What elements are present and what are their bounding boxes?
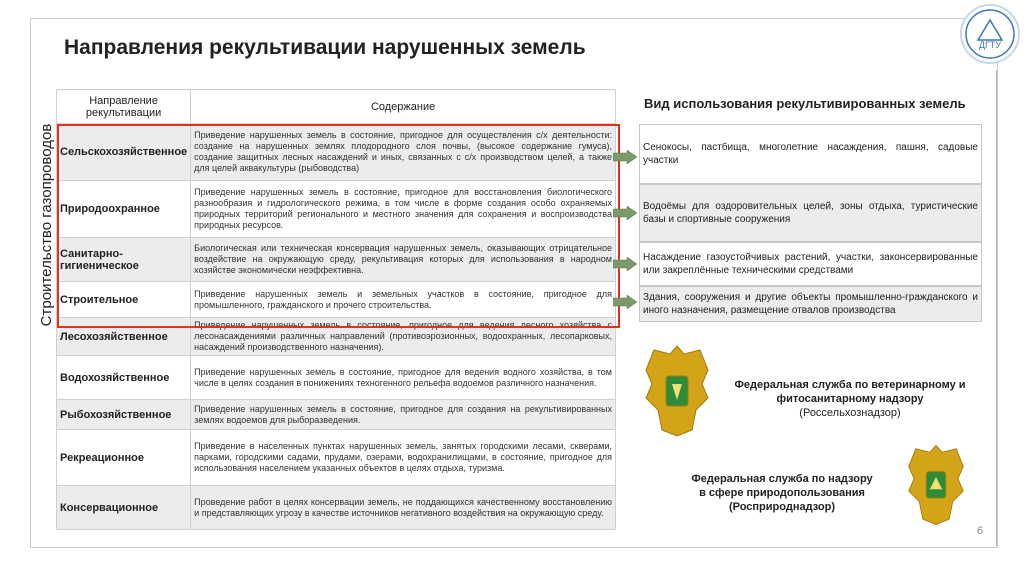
agency-abbr: (Россельхознадзор)	[799, 407, 901, 419]
row-direction: Водохозяйственное	[57, 356, 191, 400]
arrow-right-icon	[613, 257, 637, 271]
row-content: Приведение нарушенных земель в состояние, пригодное для восстановления биологического разнообразия и гидрологического режима, в том числе в форме создания особо охраняемых природных территорий регионального и местного значения для сохранения и воспроизводства природных ресурсов.	[191, 181, 616, 238]
row-direction: Санитарно-гигиеническое	[57, 238, 191, 282]
usage-item: Сенокосы, пастбища, многолетние насаждения, пашня, садовые участки	[639, 124, 982, 184]
row-direction: Строительное	[57, 282, 191, 318]
row-content: Приведение нарушенных земель в состояние, пригодное для ведения водного хозяйства, в том числе в целях создания в понижениях техногенного рельефа водоемов различного назначения.	[191, 356, 616, 400]
logo-text: ДГТУ	[978, 40, 1002, 50]
table-row	[57, 181, 616, 238]
row-direction: Рыбохозяйственное	[57, 400, 191, 430]
row-content: Приведение нарушенных земель в состояние, пригодное для ведения лесного хозяйства с лесонасаждениями различных направлений (противоэрозионных, водоохранных, лесопарковых, насаждений производственного назначения).	[191, 318, 616, 356]
page-number: 6	[977, 525, 984, 537]
recultivation-table	[56, 89, 616, 530]
agency-line: фитосанитарному надзору	[776, 393, 924, 405]
agency-rosselkhoznadzor	[725, 378, 975, 420]
table-row	[57, 356, 616, 400]
table-row	[57, 124, 616, 181]
row-content: Приведение нарушенных земель и земельных участков в состояние, пригодное для промышленного, гражданского и прочего строительства.	[191, 282, 616, 318]
agency-line: Федеральная служба по ветеринарному и	[734, 379, 966, 391]
usage-item: Водоёмы для оздоровительных целей, зоны отдыха, туристические базы и спортивные сооружения	[639, 184, 982, 242]
agency-rosprirodnadzor	[672, 472, 892, 514]
usage-title: Вид использования рекультивированных земель	[644, 96, 966, 111]
frame-right-edge	[996, 70, 997, 546]
page-title: Направления рекультивации нарушенных земель	[64, 36, 586, 59]
logo-emblem-icon	[962, 6, 1018, 62]
arrow-right-icon	[613, 206, 637, 220]
header-content: Содержание	[191, 90, 616, 124]
row-direction: Рекреационное	[57, 430, 191, 486]
agency-abbr: (Росприроднадзор)	[729, 501, 835, 513]
table-row	[57, 318, 616, 356]
table-row	[57, 282, 616, 318]
row-content: Приведение нарушенных земель в состояние, пригодное для осуществления с/х деятельности: создание на нарушенных землях плодородного слоя почвы, (высокое содержание гумуса), создание защитных лесных насаждений и иных, связанных с с/х производством целей, а также для целей аквакультуры (рыбоводства)	[191, 124, 616, 181]
agency-line: Федеральная служба по надзору	[691, 473, 873, 485]
row-content: Проведение работ в целях консервации земель, не поддающихся качественному восстановлению и представляющих угрозу в качестве источников негативного воздействия на окружающую среду.	[191, 486, 616, 530]
table-row	[57, 400, 616, 430]
rosselkhoznadzor-emblem-icon	[642, 340, 712, 440]
usage-item: Здания, сооружения и другие объекты промышленно-гражданского и иного назначения, размещение отвалов производства	[639, 286, 982, 322]
row-direction: Сельскохозяйственное	[57, 124, 191, 181]
vertical-label: Строительство газопроводов	[38, 123, 55, 327]
row-direction: Лесохозяйственное	[57, 318, 191, 356]
row-content: Приведение нарушенных земель в состояние, пригодное для создания на рекультивированных землях водоемов для рыборазведения.	[191, 400, 616, 430]
row-direction: Консервационное	[57, 486, 191, 530]
table-row	[57, 238, 616, 282]
rosprirodnadzor-emblem-icon	[905, 440, 967, 528]
table-row	[57, 430, 616, 486]
usage-item: Насаждение газоустойчивых растений, участки, законсервированные или закреплённые техническими средствами	[639, 242, 982, 286]
university-logo	[960, 4, 1020, 64]
row-content: Приведение в населенных пунктах нарушенных земель, занятых городскими лесами, скверами, парками, городскими садами, прудами, озерами, водохранилищами, в состояние, пригодное для использования населением указанных объектов в целях отдыха, туризма.	[191, 430, 616, 486]
row-content: Биологическая или техническая консервация нарушенных земель, оказывающих отрицательное воздействие на окружающую среду, рекультивация которых для использования в народном хозяйстве экономически неэффективна.	[191, 238, 616, 282]
arrow-right-icon	[613, 150, 637, 164]
table-row	[57, 486, 616, 530]
arrow-right-icon	[613, 295, 637, 309]
header-direction: Направление рекультивации	[57, 90, 191, 124]
agency-line: в сфере природопользования	[699, 487, 865, 499]
row-direction: Природоохранное	[57, 181, 191, 238]
